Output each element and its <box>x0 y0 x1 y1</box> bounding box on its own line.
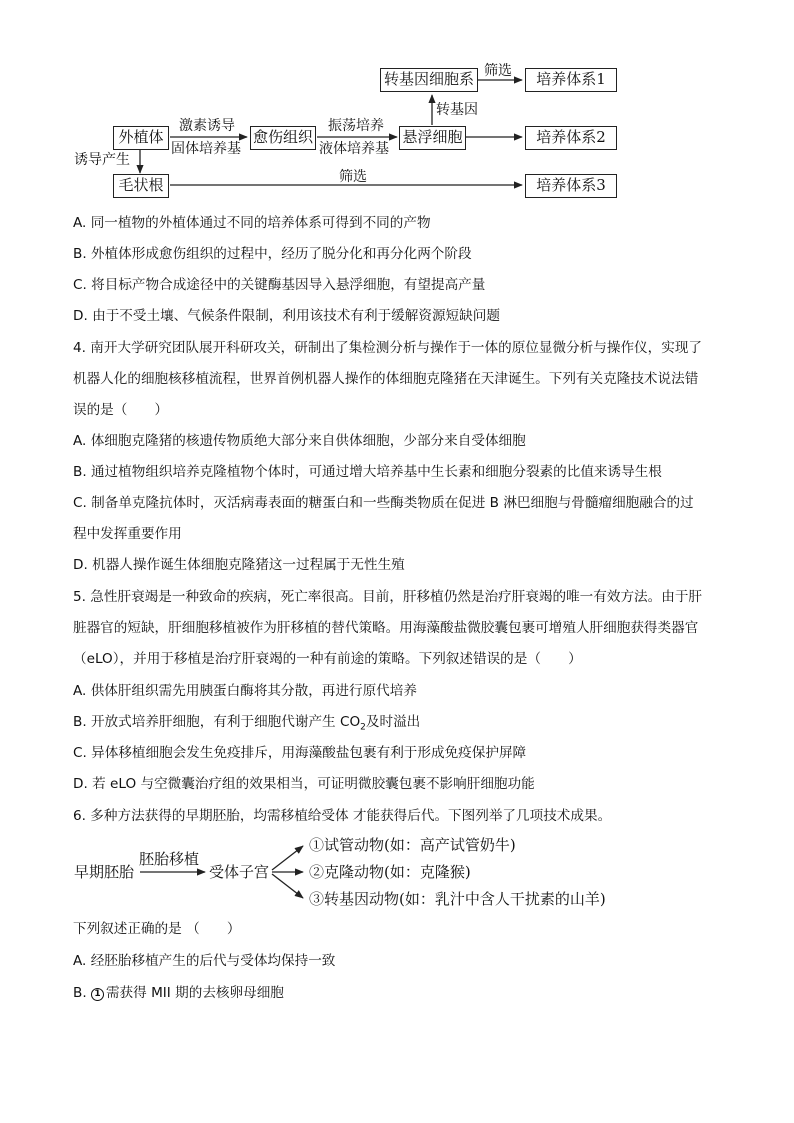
q3-option-d: D. 由于不受土壤、气候条件限制，利用该技术有利于缓解资源短缺问题 <box>73 308 500 324</box>
solid-medium-label: 固体培养基 <box>171 141 241 157</box>
screening-label-bottom: 筛选 <box>339 169 367 185</box>
q6-option-b-text: 需获得 MII 期的去核卵母细胞 <box>105 985 284 1001</box>
transgenic-cell-line-box: 转基因细胞系 <box>380 68 478 92</box>
q6-option-b-prefix: B. <box>73 985 91 1001</box>
q4-option-d: D. 机器人操作诞生体细胞克隆猪这一过程属于无性生殖 <box>73 557 405 573</box>
transgene-label: 转基因 <box>436 102 478 118</box>
screening-label-top: 筛选 <box>484 63 512 79</box>
output-cloned-animal: ②克隆动物(如：克隆猴) <box>309 863 471 881</box>
callus-box: 愈伤组织 <box>250 126 316 150</box>
culture-system-2-box: 培养体系2 <box>525 126 617 150</box>
arrow-to-out1 <box>272 846 303 870</box>
q4-stem-line-3: 误的是（ ） <box>73 402 169 418</box>
early-embryo-label: 早期胚胎 <box>74 863 135 881</box>
arrow-to-out3 <box>272 874 303 898</box>
suspension-cell-box: 悬浮细胞 <box>399 126 466 150</box>
q4-option-c: C. 制备单克隆抗体时，灭活病毒表面的糖蛋白和一些酶类物质在促进 B 淋巴细胞与骨髓瘤细胞融合的过 <box>73 495 694 511</box>
q5-stem-line-2: 脏器官的短缺，肝细胞移植被作为肝移植的替代策略。用海藻酸盐微胶囊包裹可增殖人肝细胞获得类器官 <box>73 620 699 636</box>
q4-option-a: A. 体细胞克隆猪的核遗传物质绝大部分来自供体细胞，少部分来自受体细胞 <box>73 433 526 449</box>
q6-question: 下列叙述正确的是 （ ） <box>73 921 241 937</box>
q5-option-d: D. 若 eLO 与空微囊治疗组的效果相当，可证明微胶囊包裹不影响肝细胞功能 <box>73 776 535 792</box>
embryo-transfer-label: 胚胎移植 <box>139 850 200 868</box>
liquid-medium-label: 液体培养基 <box>319 141 389 157</box>
q4-option-b: B. 通过植物组织培养克隆植物个体时，可通过增大培养基中生长素和细胞分裂素的比值来诱导生根 <box>73 464 662 480</box>
culture-system-3-box: 培养体系3 <box>525 174 617 198</box>
induced-label: 诱导产生 <box>74 152 130 168</box>
circled-one-icon: 1 <box>91 988 104 1001</box>
q5-stem-line-1: 5. 急性肝衰竭是一种致命的疾病，死亡率很高。目前，肝移植仍然是治疗肝衰竭的唯一有效方法。由于肝 <box>73 589 703 605</box>
output-test-tube-animal: ①试管动物(如：高产试管奶牛) <box>309 836 516 854</box>
q5-option-b-tail: 及时溢出 <box>365 714 421 730</box>
q4-stem-line-1: 4. 南开大学研究团队展开科研攻关，研制出了集检测分析与操作于一体的原位显微分析与操作仪，实现了 <box>73 340 703 356</box>
q5-option-b-subscript: 2 <box>360 722 366 733</box>
q6-option-b <box>73 983 284 1003</box>
q3-option-c: C. 将目标产物合成途径中的关键酶基因导入悬浮细胞，有望提高产量 <box>73 277 486 293</box>
embryo-transfer-diagram <box>0 830 794 910</box>
output-transgenic-animal: ③转基因动物(如：乳汁中含人干扰素的山羊) <box>309 890 606 908</box>
hairy-root-box: 毛状根 <box>113 174 169 198</box>
q3-option-b: B. 外植体形成愈伤组织的过程中，经历了脱分化和再分化两个阶段 <box>73 246 472 262</box>
q5-option-c: C. 异体移植细胞会发生免疫排斥，用海藻酸盐包裹有利于形成免疫保护屏障 <box>73 745 527 761</box>
explant-box: 外植体 <box>113 126 169 150</box>
recipient-uterus-label: 受体子宫 <box>209 863 270 881</box>
hormone-induction-label: 激素诱导 <box>179 118 235 134</box>
q5-option-b-text: B. 开放式培养肝细胞，有利于细胞代谢产生 CO <box>73 714 361 730</box>
q5-option-a: A. 供体肝组织需先用胰蛋白酶将其分散，再进行原代培养 <box>73 683 417 699</box>
q5-stem-line-3: （eLO），并用于移植是治疗肝衰竭的一种有前途的策略。下列叙述错误的是（ ） <box>73 651 582 667</box>
q6-stem: 6. 多种方法获得的早期胚胎，均需移植给受体 才能获得后代。下图列举了几项技术成果。 <box>73 808 612 824</box>
q5-option-b <box>73 712 420 738</box>
culture-system-1-box: 培养体系1 <box>525 68 617 92</box>
shaking-culture-label: 振荡培养 <box>328 118 384 134</box>
q6-option-a: A. 经胚胎移植产生的后代与受体均保持一致 <box>73 953 336 969</box>
q4-stem-line-2: 机器人化的细胞核移植流程，世界首例机器人操作的体细胞克隆猪在天津诞生。下列有关克隆技术说法错 <box>73 371 699 387</box>
culture-system-diagram <box>0 0 794 210</box>
q3-option-a: A. 同一植物的外植体通过不同的培养体系可得到不同的产物 <box>73 215 431 231</box>
q4-option-c-cont: 程中发挥重要作用 <box>73 526 182 542</box>
